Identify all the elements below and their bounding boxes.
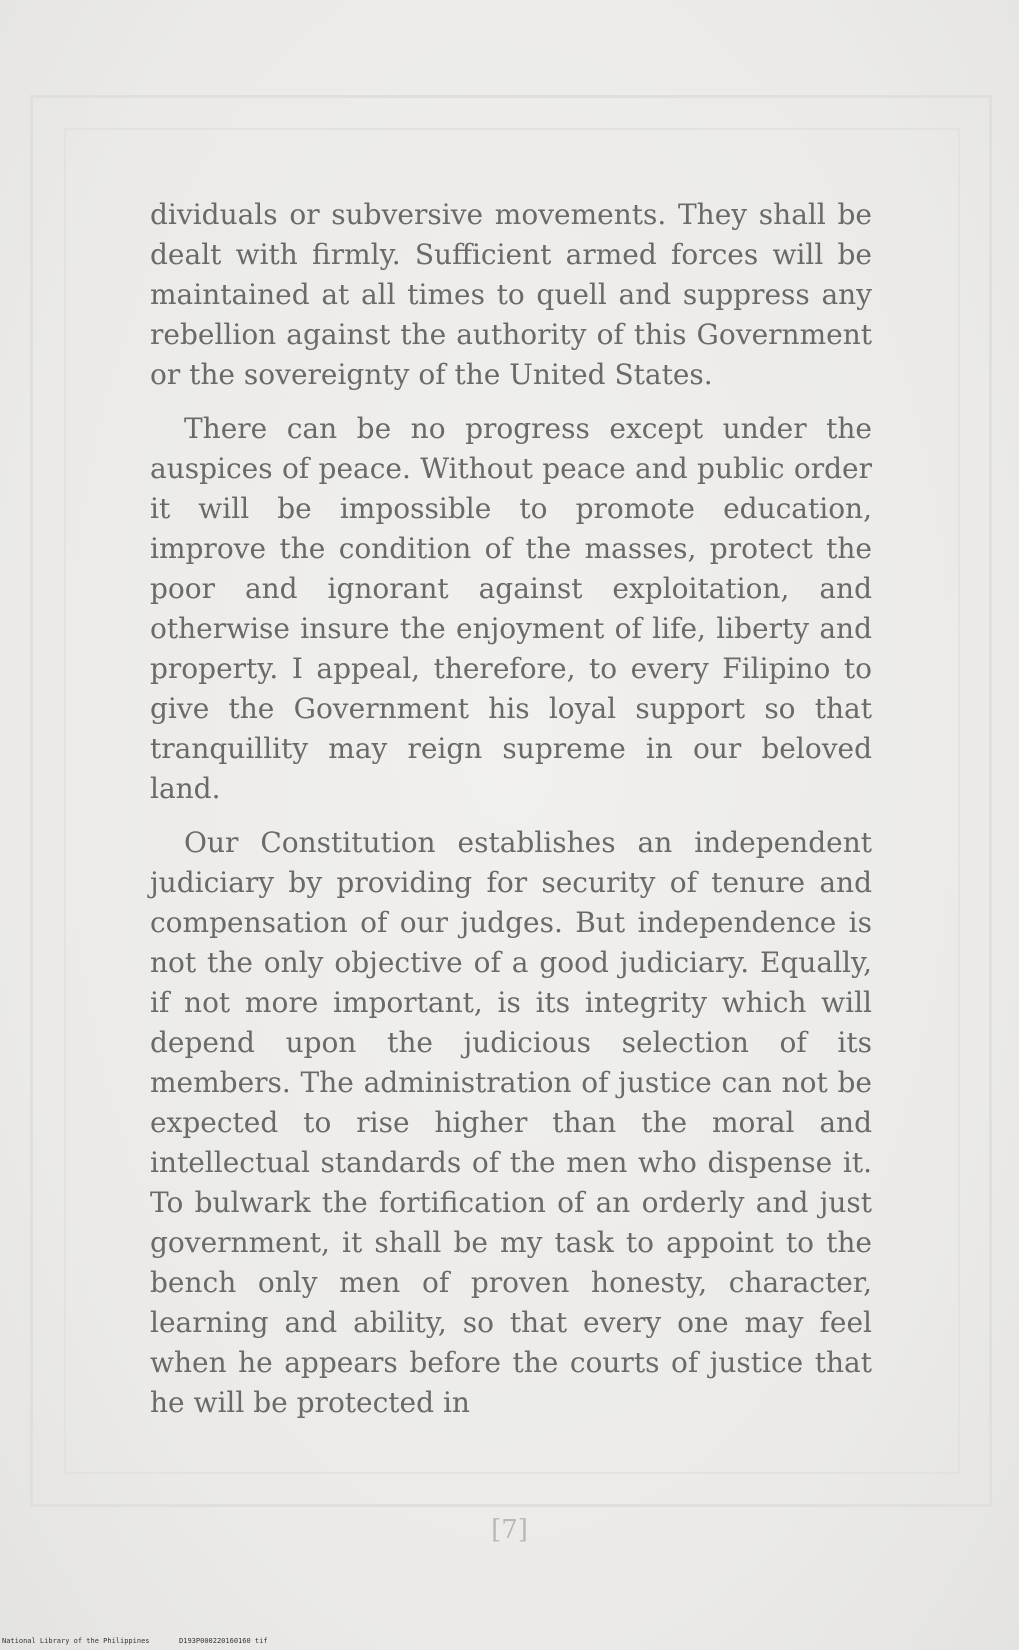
paragraph-3: Our Constitution establishes an independent judiciary by providing for security of tenure and compensation of our judges. But independence is not the only objective of a good judiciary. Equally, if not more important, is its integrity which will depend upon the judicious selection of its members. The administration of justice can not be expected to rise higher than the moral and intellectual standards of the men who dispense it. To bulwark the fortification of an orderly and just government, it shall be my task to appoint to the bench only men of proven honesty, character, learning and ability, so that every one may feel when he appears before the courts of justice that he will be protected in — [150, 826, 872, 1419]
paragraph-2: There can be no progress except under the auspices of peace. Without peace and public order it will be impossible to promote education, improve the condition of the masses, protect the poor and ignorant against exploitation, and otherwise insure the enjoyment of life, liberty and property. I appeal, therefore, to every Filipino to give the Government his loyal support so that tranquillity may reign supreme in our beloved land. — [150, 412, 872, 805]
scan-caption — [2, 1637, 268, 1645]
body-text — [150, 195, 872, 1437]
paragraph-1: dividuals or subversive movements. They shall be dealt with firmly. Sufficient armed forces will be maintained at all times to quell and suppress any rebellion against the authority of this Government or the sovereignty of the United States. — [150, 198, 872, 391]
file-id: D193P000220160160 tif — [179, 1637, 268, 1645]
page-number: [7] — [491, 1515, 528, 1545]
library-name: National Library of the Philippines — [2, 1637, 150, 1645]
